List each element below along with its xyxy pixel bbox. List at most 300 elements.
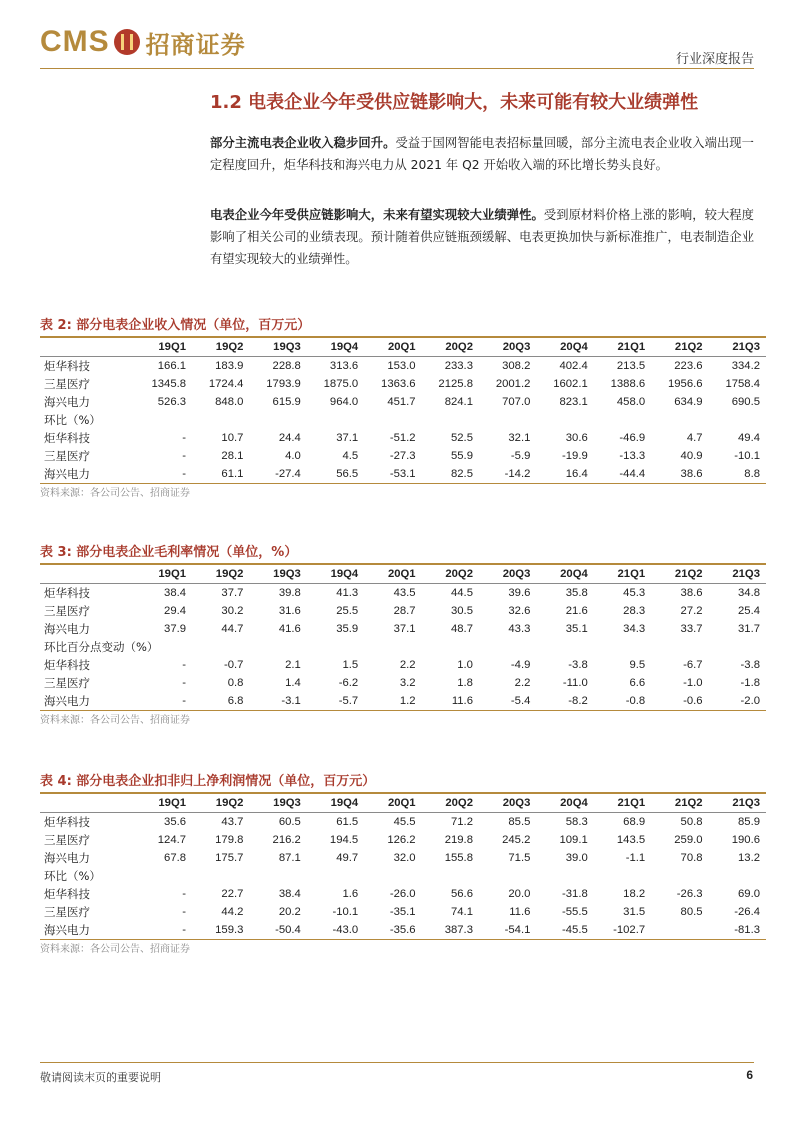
value-cell: 18.2 bbox=[623, 888, 646, 900]
value-cell: -43.0 bbox=[332, 924, 359, 936]
value-cell: 707.0 bbox=[502, 396, 531, 408]
value-cell: 126.2 bbox=[387, 834, 416, 846]
value-cell: -10.1 bbox=[332, 906, 359, 918]
value-cell: 44.2 bbox=[221, 906, 244, 918]
table-row bbox=[40, 465, 766, 484]
value-cell: 308.2 bbox=[502, 360, 531, 372]
value-cell: 60.5 bbox=[278, 816, 301, 828]
value-cell: 35.9 bbox=[336, 623, 359, 635]
data-table bbox=[40, 565, 766, 711]
value-cell: 2.1 bbox=[285, 659, 301, 671]
value-cell: 44.5 bbox=[450, 587, 473, 599]
value-cell: -19.9 bbox=[562, 450, 588, 462]
value-cell: 25.4 bbox=[738, 605, 760, 617]
value-cell: -0.7 bbox=[223, 659, 244, 671]
value-cell: 9.5 bbox=[629, 659, 646, 671]
value-cell: 34.3 bbox=[623, 623, 646, 635]
value-cell: -46.9 bbox=[619, 432, 646, 444]
value-cell: 38.6 bbox=[680, 468, 703, 480]
header-divider bbox=[40, 68, 754, 69]
quarter-header: 19Q4 bbox=[330, 797, 359, 809]
value-cell: -5.7 bbox=[338, 695, 359, 707]
value-cell: 30.6 bbox=[565, 432, 588, 444]
value-cell: 2.2 bbox=[399, 659, 416, 671]
page-header bbox=[40, 20, 754, 68]
quarter-header: 20Q4 bbox=[560, 797, 588, 809]
value-cell: 1345.8 bbox=[151, 378, 187, 390]
value-cell: 58.3 bbox=[565, 816, 588, 828]
value-cell: -26.3 bbox=[676, 888, 703, 900]
value-cell: 1.4 bbox=[285, 677, 301, 689]
company-label: 海兴电力 bbox=[44, 467, 90, 481]
company-label: 海兴电力 bbox=[44, 923, 90, 937]
group-header-row bbox=[40, 638, 766, 656]
value-cell: 80.5 bbox=[680, 906, 703, 918]
value-cell: 49.7 bbox=[336, 852, 359, 864]
quarter-header: 20Q2 bbox=[445, 568, 473, 580]
value-cell: 153.0 bbox=[387, 360, 416, 372]
company-label: 海兴电力 bbox=[44, 622, 90, 636]
value-cell: 213.5 bbox=[616, 360, 646, 372]
quarter-header: 20Q2 bbox=[445, 341, 473, 353]
quarter-header: 19Q4 bbox=[330, 568, 359, 580]
quarter-header: 21Q1 bbox=[617, 797, 646, 809]
value-cell: -10.1 bbox=[734, 450, 760, 462]
value-cell: 40.9 bbox=[680, 450, 703, 462]
value-cell: 179.8 bbox=[215, 834, 244, 846]
value-cell: -5.9 bbox=[510, 450, 531, 462]
value-cell: -81.3 bbox=[734, 924, 760, 936]
company-label: 三星医疗 bbox=[44, 377, 90, 391]
value-cell: -31.8 bbox=[562, 888, 588, 900]
value-cell: 964.0 bbox=[329, 396, 359, 408]
value-cell: -1.1 bbox=[625, 852, 646, 864]
value-cell: -35.6 bbox=[389, 924, 416, 936]
value-cell: 402.4 bbox=[559, 360, 588, 372]
value-cell: 85.5 bbox=[508, 816, 531, 828]
value-cell: 37.9 bbox=[164, 623, 187, 635]
value-cell: 49.4 bbox=[738, 432, 760, 444]
value-cell: 3.2 bbox=[399, 677, 416, 689]
value-cell: 1758.4 bbox=[725, 378, 760, 390]
company-label: 炬华科技 bbox=[44, 431, 90, 445]
value-cell: 32.1 bbox=[508, 432, 531, 444]
value-cell: 30.2 bbox=[221, 605, 244, 617]
table-header-row bbox=[40, 794, 766, 813]
value-cell: 31.5 bbox=[623, 906, 646, 918]
table-title: 表 4: 部分电表企业扣非归上净利润情况（单位，百万元） bbox=[40, 772, 766, 794]
value-cell: 69.0 bbox=[738, 888, 760, 900]
company-label: 炬华科技 bbox=[44, 586, 90, 600]
value-cell: -102.7 bbox=[613, 924, 646, 936]
value-cell: -0.6 bbox=[683, 695, 703, 707]
paragraph-lead: 部分主流电表企业收入稳步回升。 bbox=[210, 136, 396, 150]
value-cell: 74.1 bbox=[450, 906, 473, 918]
value-cell: 71.2 bbox=[450, 816, 473, 828]
quarter-header: 19Q1 bbox=[158, 797, 187, 809]
table-header-row bbox=[40, 565, 766, 584]
quarter-header: 19Q4 bbox=[330, 341, 359, 353]
value-cell: 6.8 bbox=[227, 695, 244, 707]
value-cell: -1.0 bbox=[683, 677, 703, 689]
table-row bbox=[40, 656, 766, 674]
value-cell: 43.3 bbox=[508, 623, 531, 635]
table-source-note: 资料来源：各公司公告、招商证券 bbox=[40, 944, 190, 955]
value-cell: - bbox=[182, 468, 187, 480]
value-cell: 1956.6 bbox=[667, 378, 703, 390]
value-cell: 848.0 bbox=[215, 396, 244, 408]
company-label: 海兴电力 bbox=[44, 851, 90, 865]
value-cell: -50.4 bbox=[275, 924, 301, 936]
logo-chinese-text: 招商证券 bbox=[145, 29, 246, 59]
header-corner-cell bbox=[40, 565, 135, 584]
table-row bbox=[40, 813, 766, 832]
quarter-header: 19Q2 bbox=[215, 341, 244, 353]
table-title: 表 2: 部分电表企业收入情况（单位，百万元） bbox=[40, 316, 766, 338]
value-cell: 35.8 bbox=[565, 587, 588, 599]
value-cell: -8.2 bbox=[568, 695, 588, 707]
value-cell: 1388.6 bbox=[610, 378, 646, 390]
quarter-header: 20Q2 bbox=[445, 797, 473, 809]
value-cell: 22.7 bbox=[221, 888, 244, 900]
value-cell: 1724.4 bbox=[208, 378, 244, 390]
quarter-header: 21Q2 bbox=[674, 568, 703, 580]
logo-emblem-icon bbox=[114, 29, 140, 55]
value-cell: -44.4 bbox=[619, 468, 646, 480]
quarter-header: 20Q1 bbox=[387, 568, 416, 580]
table-row bbox=[40, 674, 766, 692]
value-cell: 690.5 bbox=[731, 396, 760, 408]
value-cell: 32.0 bbox=[393, 852, 416, 864]
value-cell: -5.4 bbox=[510, 695, 531, 707]
quarter-header: 21Q1 bbox=[617, 341, 646, 353]
value-cell: 21.6 bbox=[565, 605, 588, 617]
value-cell: 87.1 bbox=[278, 852, 301, 864]
value-cell: 1.0 bbox=[457, 659, 473, 671]
value-cell: 39.0 bbox=[565, 852, 588, 864]
group-label: 环比（%） bbox=[44, 869, 101, 883]
value-cell: 25.5 bbox=[336, 605, 359, 617]
data-table bbox=[40, 338, 766, 484]
table-row bbox=[40, 429, 766, 447]
value-cell: -51.2 bbox=[389, 432, 416, 444]
group-label: 环比百分点变动（%） bbox=[44, 640, 159, 654]
value-cell: 10.7 bbox=[221, 432, 244, 444]
value-cell: 109.1 bbox=[559, 834, 588, 846]
page-number: 6 bbox=[746, 1068, 753, 1082]
value-cell: -6.2 bbox=[338, 677, 359, 689]
value-cell: 166.1 bbox=[157, 360, 187, 372]
header-corner-cell bbox=[40, 794, 135, 813]
value-cell: 1363.6 bbox=[381, 378, 416, 390]
value-cell: 11.6 bbox=[451, 695, 473, 707]
value-cell: -1.8 bbox=[740, 677, 760, 689]
value-cell: 38.4 bbox=[164, 587, 187, 599]
quarter-header: 20Q3 bbox=[502, 568, 531, 580]
report-type-label: 行业深度报告 bbox=[675, 52, 754, 67]
value-cell: 85.9 bbox=[738, 816, 760, 828]
company-label: 三星医疗 bbox=[44, 905, 90, 919]
value-cell: 31.7 bbox=[738, 623, 760, 635]
company-label: 海兴电力 bbox=[44, 395, 90, 409]
value-cell: - bbox=[182, 924, 187, 936]
value-cell: 1602.1 bbox=[553, 378, 588, 390]
value-cell: 451.7 bbox=[387, 396, 416, 408]
value-cell: 37.1 bbox=[393, 623, 416, 635]
quarter-header: 19Q2 bbox=[215, 797, 244, 809]
value-cell: 1793.9 bbox=[266, 378, 301, 390]
value-cell: 33.7 bbox=[680, 623, 703, 635]
value-cell: 124.7 bbox=[157, 834, 187, 846]
value-cell: 1.2 bbox=[399, 695, 416, 707]
value-cell: - bbox=[182, 677, 187, 689]
table-row bbox=[40, 375, 766, 393]
company-label: 炬华科技 bbox=[44, 658, 90, 672]
value-cell: 0.8 bbox=[227, 677, 244, 689]
value-cell: 16.4 bbox=[565, 468, 588, 480]
value-cell: - bbox=[182, 432, 187, 444]
value-cell: 24.4 bbox=[278, 432, 301, 444]
value-cell: 37.1 bbox=[336, 432, 359, 444]
table-row bbox=[40, 357, 766, 376]
quarter-header: 19Q1 bbox=[158, 341, 187, 353]
group-header-row bbox=[40, 411, 766, 429]
table-title: 表 3: 部分电表企业毛利率情况（单位，%） bbox=[40, 543, 766, 565]
table-row bbox=[40, 620, 766, 638]
value-cell: -13.3 bbox=[619, 450, 646, 462]
quarter-header: 21Q3 bbox=[732, 797, 760, 809]
value-cell: 56.6 bbox=[450, 888, 473, 900]
quarter-header: 20Q4 bbox=[560, 568, 588, 580]
value-cell: 8.8 bbox=[744, 468, 760, 480]
value-cell: 82.5 bbox=[450, 468, 473, 480]
quarter-header: 21Q3 bbox=[732, 568, 760, 580]
value-cell: 458.0 bbox=[616, 396, 646, 408]
quarter-header: 19Q1 bbox=[158, 568, 187, 580]
paragraph-lead: 电表企业今年受供应链影响大，未来有望实现较大业绩弹性。 bbox=[210, 208, 544, 222]
group-label: 环比（%） bbox=[44, 413, 101, 427]
table-row bbox=[40, 692, 766, 711]
value-cell: 615.9 bbox=[272, 396, 301, 408]
paragraph-body: 受益于国网智能电表招标量回暖，部分主流电表企业收入端出现一定程度回升，炬华科技和海兴电力从 2021 年 Q2 开始收入端的环比增长势头良好。 bbox=[210, 136, 754, 172]
value-cell: 71.5 bbox=[508, 852, 531, 864]
table-row bbox=[40, 831, 766, 849]
table-header-row bbox=[40, 338, 766, 357]
value-cell: 313.6 bbox=[329, 360, 359, 372]
table-row bbox=[40, 903, 766, 921]
value-cell: 4.7 bbox=[686, 432, 703, 444]
disclaimer-note: 敬请阅读末页的重要说明 bbox=[40, 1071, 161, 1084]
value-cell: 2125.8 bbox=[438, 378, 473, 390]
value-cell: 4.0 bbox=[285, 450, 301, 462]
value-cell: 634.9 bbox=[674, 396, 703, 408]
value-cell: -2.0 bbox=[740, 695, 760, 707]
value-cell bbox=[651, 921, 708, 940]
value-cell: -55.5 bbox=[562, 906, 588, 918]
company-label: 三星医疗 bbox=[44, 676, 90, 690]
table-source-note: 资料来源：各公司公告、招商证券 bbox=[40, 715, 190, 726]
value-cell: 28.7 bbox=[393, 605, 416, 617]
value-cell: - bbox=[182, 888, 187, 900]
value-cell: 48.7 bbox=[450, 623, 473, 635]
value-cell: 259.0 bbox=[674, 834, 703, 846]
company-label: 三星医疗 bbox=[44, 833, 90, 847]
value-cell: 55.9 bbox=[450, 450, 473, 462]
value-cell: -14.2 bbox=[504, 468, 531, 480]
header-corner-cell bbox=[40, 338, 135, 357]
value-cell: 824.1 bbox=[444, 396, 473, 408]
table-row bbox=[40, 921, 766, 940]
footer-divider bbox=[40, 1062, 754, 1063]
value-cell: 52.5 bbox=[450, 432, 473, 444]
value-cell: -27.4 bbox=[275, 468, 301, 480]
value-cell: 1.8 bbox=[457, 677, 473, 689]
value-cell: 4.5 bbox=[342, 450, 359, 462]
value-cell: 50.8 bbox=[680, 816, 703, 828]
value-cell: 45.3 bbox=[623, 587, 646, 599]
value-cell: -26.4 bbox=[734, 906, 760, 918]
value-cell: 823.1 bbox=[559, 396, 588, 408]
value-cell: 28.1 bbox=[221, 450, 244, 462]
value-cell: 56.5 bbox=[336, 468, 359, 480]
value-cell: -54.1 bbox=[504, 924, 531, 936]
value-cell: 27.2 bbox=[680, 605, 703, 617]
value-cell: 32.6 bbox=[508, 605, 531, 617]
quarter-header: 19Q3 bbox=[273, 341, 301, 353]
value-cell: 61.1 bbox=[221, 468, 244, 480]
value-cell: -45.5 bbox=[562, 924, 588, 936]
value-cell: 43.5 bbox=[393, 587, 416, 599]
group-header-row bbox=[40, 867, 766, 885]
value-cell: 233.3 bbox=[444, 360, 473, 372]
value-cell: 216.2 bbox=[272, 834, 301, 846]
table-row bbox=[40, 602, 766, 620]
quarter-header: 20Q1 bbox=[387, 797, 416, 809]
value-cell: 2001.2 bbox=[495, 378, 531, 390]
table-row bbox=[40, 447, 766, 465]
value-cell: 183.9 bbox=[215, 360, 244, 372]
value-cell: 6.6 bbox=[629, 677, 646, 689]
value-cell: 175.7 bbox=[215, 852, 244, 864]
quarter-header: 21Q2 bbox=[674, 797, 703, 809]
company-label: 海兴电力 bbox=[44, 694, 90, 708]
value-cell: 28.3 bbox=[623, 605, 646, 617]
value-cell: - bbox=[182, 906, 187, 918]
value-cell: 45.5 bbox=[393, 816, 416, 828]
value-cell: 11.6 bbox=[509, 906, 531, 918]
net-profit-table-block bbox=[40, 772, 766, 958]
value-cell: 20.0 bbox=[508, 888, 531, 900]
paragraph-body: 受到原材料价格上涨的影响，较大程度影响了相关公司的业绩表现。预计随着供应链瓶颈缓解、电表更换加快与新标准推广，电表制造企业有望实现较大的业绩弹性。 bbox=[210, 208, 754, 266]
value-cell: 20.2 bbox=[278, 906, 301, 918]
value-cell: 245.2 bbox=[502, 834, 531, 846]
value-cell: 2.2 bbox=[514, 677, 531, 689]
value-cell: 1875.0 bbox=[323, 378, 359, 390]
table-row bbox=[40, 393, 766, 411]
value-cell: - bbox=[182, 695, 187, 707]
value-cell: 43.7 bbox=[221, 816, 244, 828]
paragraph-supply-chain bbox=[210, 204, 754, 270]
value-cell: -35.1 bbox=[389, 906, 416, 918]
value-cell: 29.4 bbox=[164, 605, 187, 617]
company-logo bbox=[40, 26, 246, 58]
value-cell: 31.6 bbox=[278, 605, 301, 617]
value-cell: - bbox=[182, 659, 187, 671]
value-cell: 34.8 bbox=[738, 587, 760, 599]
value-cell: 30.5 bbox=[450, 605, 473, 617]
value-cell: 155.8 bbox=[444, 852, 473, 864]
value-cell: 219.8 bbox=[444, 834, 473, 846]
value-cell: 68.9 bbox=[623, 816, 646, 828]
section-title: 1.2 电表企业今年受供应链影响大，未来可能有较大业绩弹性 bbox=[210, 92, 699, 113]
value-cell: 37.7 bbox=[221, 587, 244, 599]
value-cell: -3.8 bbox=[740, 659, 760, 671]
value-cell: 228.8 bbox=[272, 360, 301, 372]
quarter-header: 20Q3 bbox=[502, 341, 531, 353]
quarter-header: 21Q2 bbox=[674, 341, 703, 353]
value-cell: -4.9 bbox=[510, 659, 531, 671]
value-cell: -53.1 bbox=[389, 468, 416, 480]
value-cell: -6.7 bbox=[683, 659, 703, 671]
value-cell: 334.2 bbox=[731, 360, 760, 372]
quarter-header: 20Q1 bbox=[387, 341, 416, 353]
value-cell: 1.5 bbox=[342, 659, 359, 671]
value-cell: 38.4 bbox=[278, 888, 301, 900]
table-row bbox=[40, 584, 766, 603]
value-cell: -0.8 bbox=[625, 695, 646, 707]
value-cell: 67.8 bbox=[164, 852, 187, 864]
quarter-header: 19Q3 bbox=[273, 568, 301, 580]
value-cell: 41.6 bbox=[278, 623, 301, 635]
quarter-header: 20Q4 bbox=[560, 341, 588, 353]
value-cell: 1.6 bbox=[342, 888, 359, 900]
company-label: 炬华科技 bbox=[44, 887, 90, 901]
value-cell: 70.8 bbox=[680, 852, 703, 864]
value-cell: 41.3 bbox=[336, 587, 359, 599]
value-cell: 35.1 bbox=[565, 623, 588, 635]
company-label: 炬华科技 bbox=[44, 815, 90, 829]
table-row bbox=[40, 849, 766, 867]
value-cell: -27.3 bbox=[389, 450, 416, 462]
value-cell: 61.5 bbox=[336, 816, 359, 828]
value-cell: 39.6 bbox=[508, 587, 531, 599]
value-cell: 44.7 bbox=[221, 623, 244, 635]
company-label: 三星医疗 bbox=[44, 604, 90, 618]
value-cell: -3.1 bbox=[281, 695, 301, 707]
value-cell: -26.0 bbox=[389, 888, 416, 900]
quarter-header: 21Q3 bbox=[732, 341, 760, 353]
table-source-note: 资料来源：各公司公告、招商证券 bbox=[40, 488, 190, 499]
value-cell: 526.3 bbox=[157, 396, 187, 408]
company-label: 炬华科技 bbox=[44, 359, 90, 373]
value-cell: 194.5 bbox=[329, 834, 359, 846]
quarter-header: 19Q2 bbox=[215, 568, 244, 580]
value-cell: 38.6 bbox=[680, 587, 703, 599]
value-cell: 39.8 bbox=[278, 587, 301, 599]
value-cell: 387.3 bbox=[444, 924, 473, 936]
value-cell: -3.8 bbox=[568, 659, 588, 671]
value-cell: 159.3 bbox=[215, 924, 244, 936]
company-label: 三星医疗 bbox=[44, 449, 90, 463]
table-row bbox=[40, 885, 766, 903]
value-cell: - bbox=[182, 450, 187, 462]
quarter-header: 21Q1 bbox=[617, 568, 646, 580]
value-cell: 190.6 bbox=[731, 834, 760, 846]
revenue-table-block bbox=[40, 316, 766, 502]
logo-latin-text: CMS bbox=[40, 25, 110, 58]
paragraph-revenue-recovery bbox=[210, 132, 754, 176]
value-cell: 13.2 bbox=[738, 852, 760, 864]
